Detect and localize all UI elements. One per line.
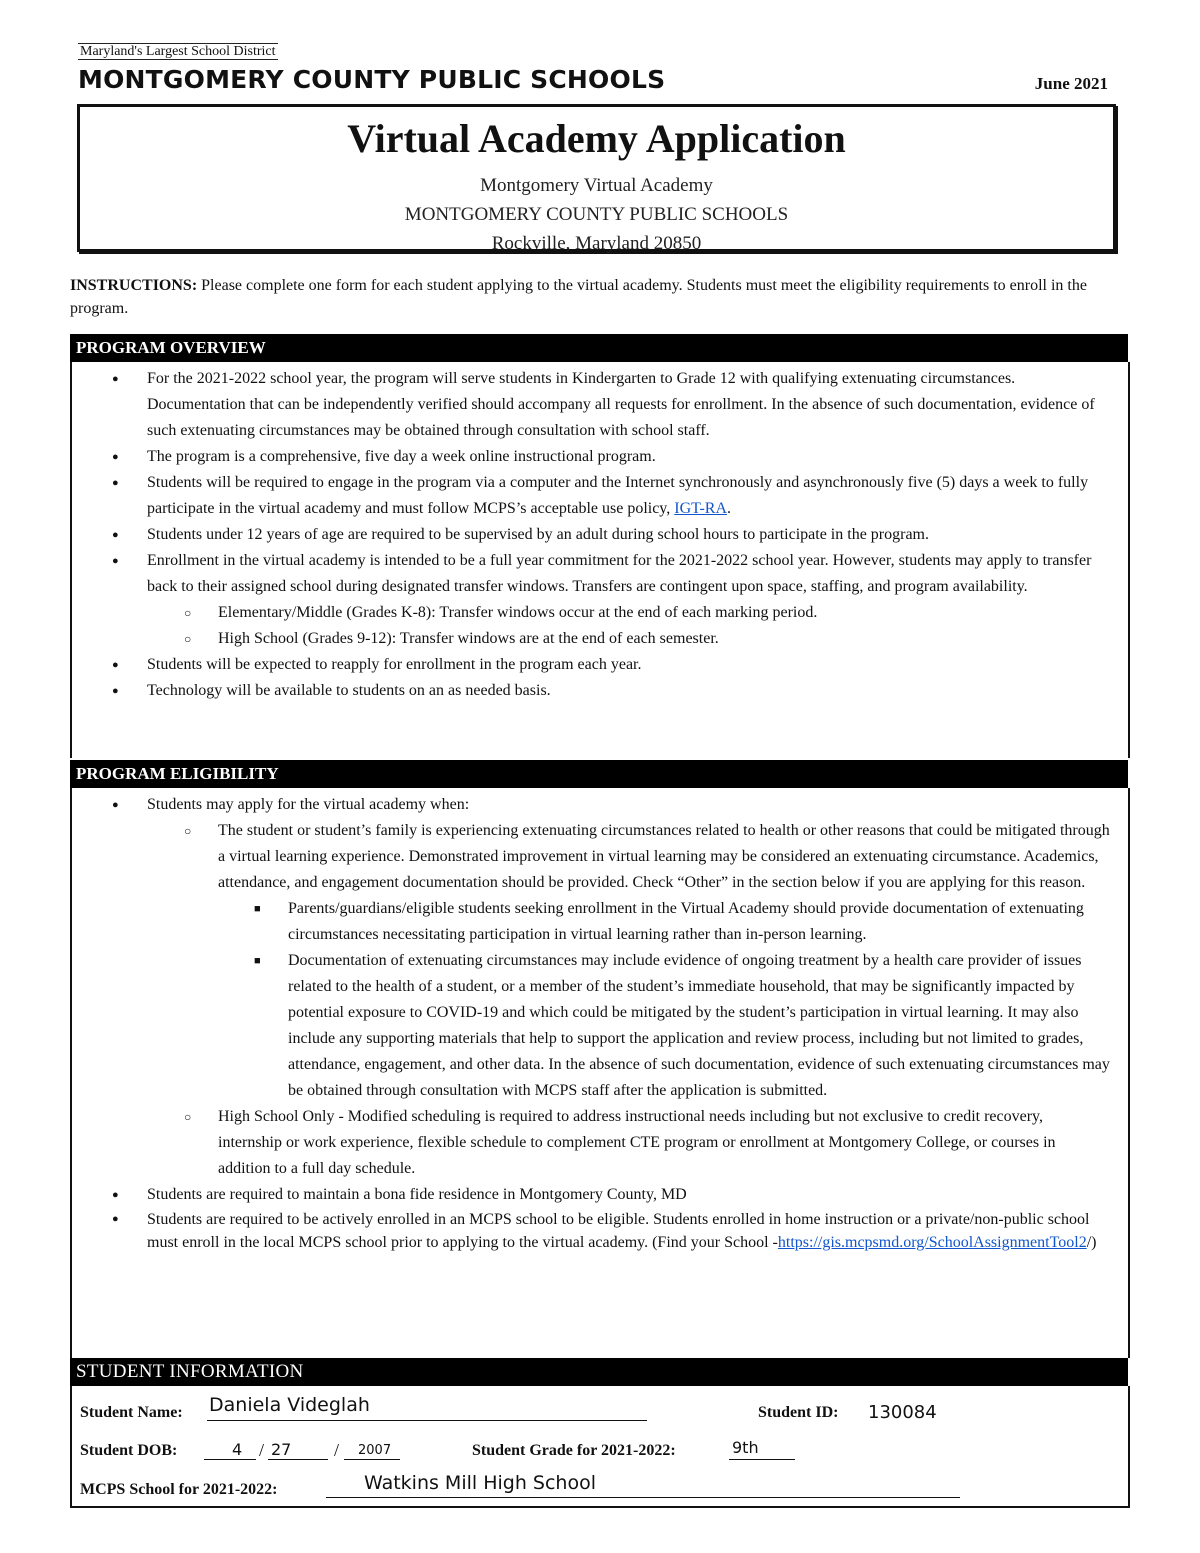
list-item-text: Enrollment in the virtual academy is intended to be a full year commitment for the 2021-2022 school year. However, students may apply to transfer back to their assigned school during designated transfer windows. Transfers are contingent upon space, staffing, and program availability. <box>147 552 1092 595</box>
list-item <box>72 792 1128 818</box>
sub-list-item <box>72 626 1128 652</box>
dob-day-value[interactable]: 27 <box>271 1440 292 1459</box>
list-item-text: Elementary/Middle (Grades K-8): Transfer windows occur at the end of each marking period. <box>218 604 818 621</box>
address-line: Rockville, Maryland 20850 <box>491 233 702 254</box>
overview-list <box>72 366 1128 704</box>
sub-list-item <box>72 818 1128 896</box>
list-item <box>72 522 1128 548</box>
student-id-value[interactable]: 130084 <box>868 1402 937 1423</box>
list-item <box>72 366 1128 444</box>
list-item-text: Students will be expected to reapply for enrollment in the program each year. <box>147 656 642 673</box>
student-information-body <box>70 1386 1130 1508</box>
list-item <box>72 1208 1128 1254</box>
program-eligibility-heading: PROGRAM ELIGIBILITY <box>70 760 1128 788</box>
dob-year-value[interactable]: 2007 <box>358 1443 392 1458</box>
list-item-text: Students are required to maintain a bona fide residence in Montgomery County, MD <box>147 1186 687 1203</box>
student-dob-label: Student DOB: <box>80 1442 178 1459</box>
program-overview-body <box>70 362 1130 758</box>
student-information-heading: STUDENT INFORMATION <box>70 1358 1128 1386</box>
sub-sub-list-item <box>72 896 1128 948</box>
list-item-text: High School Only - Modified scheduling is required to address instructional needs including but not exclusive to credit recovery, internship or work experience, flexible schedule to complement CTE program or enrollment at Montgomery College, or courses in addition to a full day schedule. <box>218 1108 1056 1177</box>
list-item-text: For the 2021-2022 school year, the program will serve students in Kindergarten to Grade 12 with qualifying extenuating circumstances. Documentation that can be independently verified should accompany all requests for enrollment. In the absence of such documentation, evidence of such extenuating circumstances may be obtained through consultation with school staff. <box>147 370 1095 439</box>
student-name-underline <box>207 1419 647 1421</box>
sub-list-item <box>72 1104 1128 1182</box>
list-item <box>72 444 1128 470</box>
list-item-text: Students may apply for the virtual academy when: <box>147 796 470 813</box>
list-item-text: Students are required to be actively enrolled in an MCPS school to be eligible. Students enrolled in home instruction or a private/non-public school must enroll in the local MCPS school prior to applying to the virtual academy. (Find your School - <box>147 1211 1090 1251</box>
instructions <box>70 274 1120 320</box>
list-item-text: Students under 12 years of age are required to be supervised by an adult during school hours to participate in the program. <box>147 526 929 543</box>
school-assignment-link[interactable]: https://gis.mcpsmd.org/SchoolAssignmentTool2 <box>777 1234 1087 1251</box>
list-item-text: /) <box>1086 1234 1097 1251</box>
eligibility-list <box>72 792 1128 1254</box>
list-item <box>72 678 1128 704</box>
student-grade-label: Student Grade for 2021-2022: <box>472 1442 676 1459</box>
dob-year-underline <box>344 1458 400 1460</box>
policy-link[interactable]: IGT-RA <box>674 500 728 517</box>
list-item <box>72 652 1128 678</box>
student-id-label: Student ID: <box>758 1404 839 1421</box>
student-grade-underline <box>729 1458 795 1460</box>
district-tagline: Maryland's Largest School District <box>80 44 276 59</box>
mcps-school-value[interactable]: Watkins Mill High School <box>364 1472 596 1494</box>
student-grade-value[interactable]: 9th <box>732 1438 759 1457</box>
student-name-label: Student Name: <box>80 1404 183 1421</box>
school-system-name: MONTGOMERY COUNTY PUBLIC SCHOOLS <box>404 204 789 225</box>
program-overview-heading: PROGRAM OVERVIEW <box>70 334 1128 362</box>
form-title: Virtual Academy Application <box>347 116 846 161</box>
sub-sub-list-item <box>72 948 1128 1104</box>
list-item-text: Parents/guardians/eligible students seeking enrollment in the Virtual Academy should provide documentation of extenuating circumstances necessitating participation in virtual learning rather than in-person learning. <box>288 900 1084 943</box>
list-item-text: High School (Grades 9-12): Transfer windows are at the end of each semester. <box>218 630 719 647</box>
program-eligibility-body <box>70 788 1130 1358</box>
instructions-text: Please complete one form for each student applying to the virtual academy. Students must meet the eligibility requirements to enroll in the program. <box>70 277 1087 317</box>
mcps-school-underline <box>326 1496 960 1498</box>
instructions-label: INSTRUCTIONS: <box>70 277 198 294</box>
list-item-text: . <box>727 500 732 517</box>
title-box <box>77 104 1116 252</box>
form-date: June 2021 <box>1034 74 1108 93</box>
list-item-text: Documentation of extenuating circumstances may include evidence of ongoing treatment by a health care provider of issues related to the health of a student, or a member of the student’s immediate household, that may be significantly impacted by potential exposure to COVID-19 and which could be mitigated by the student’s participation in virtual learning. It may also include any supporting materials that help to support the application and review process, including but not limited to grades, attendance, engagement, and other data. In the absence of such documentation, evidence of such extenuating circumstances may be obtained through consultation with MCPS staff after the application is submitted. <box>288 952 1110 1099</box>
list-item <box>72 1182 1128 1208</box>
list-item <box>72 548 1128 600</box>
list-item-text: Students will be required to engage in the program via a computer and the Internet synchronously and asynchronously five (5) days a week to fully participate in the virtual academy and must follow MCPS’s acceptable use policy, <box>147 474 1089 517</box>
list-item-text: The program is a comprehensive, five day a week online instructional program. <box>147 448 656 465</box>
sub-list-item <box>72 600 1128 626</box>
dob-separator: / <box>259 1440 265 1460</box>
list-item-text: The student or student’s family is experiencing extenuating circumstances related to health or other reasons that could be mitigated through a virtual learning experience. Demonstrated improvement in virtual learning may be considered an extenuating circumstance. Academics, attendance, and engagement documentation should be provided. Check “Other” in the section below if you are applying for this reason. <box>218 822 1110 891</box>
dob-separator: / <box>334 1440 340 1460</box>
student-name-value[interactable]: Daniela Videglah <box>209 1394 370 1416</box>
dob-month-underline <box>204 1458 256 1460</box>
mcps-school-label: MCPS School for 2021-2022: <box>80 1481 278 1498</box>
dob-month-value[interactable]: 4 <box>232 1440 243 1459</box>
district-logo-text: MONTGOMERY COUNTY PUBLIC SCHOOLS <box>78 65 666 94</box>
list-item-text: Technology will be available to students on an as needed basis. <box>147 682 551 699</box>
list-item <box>72 470 1128 522</box>
academy-name: Montgomery Virtual Academy <box>480 175 713 196</box>
